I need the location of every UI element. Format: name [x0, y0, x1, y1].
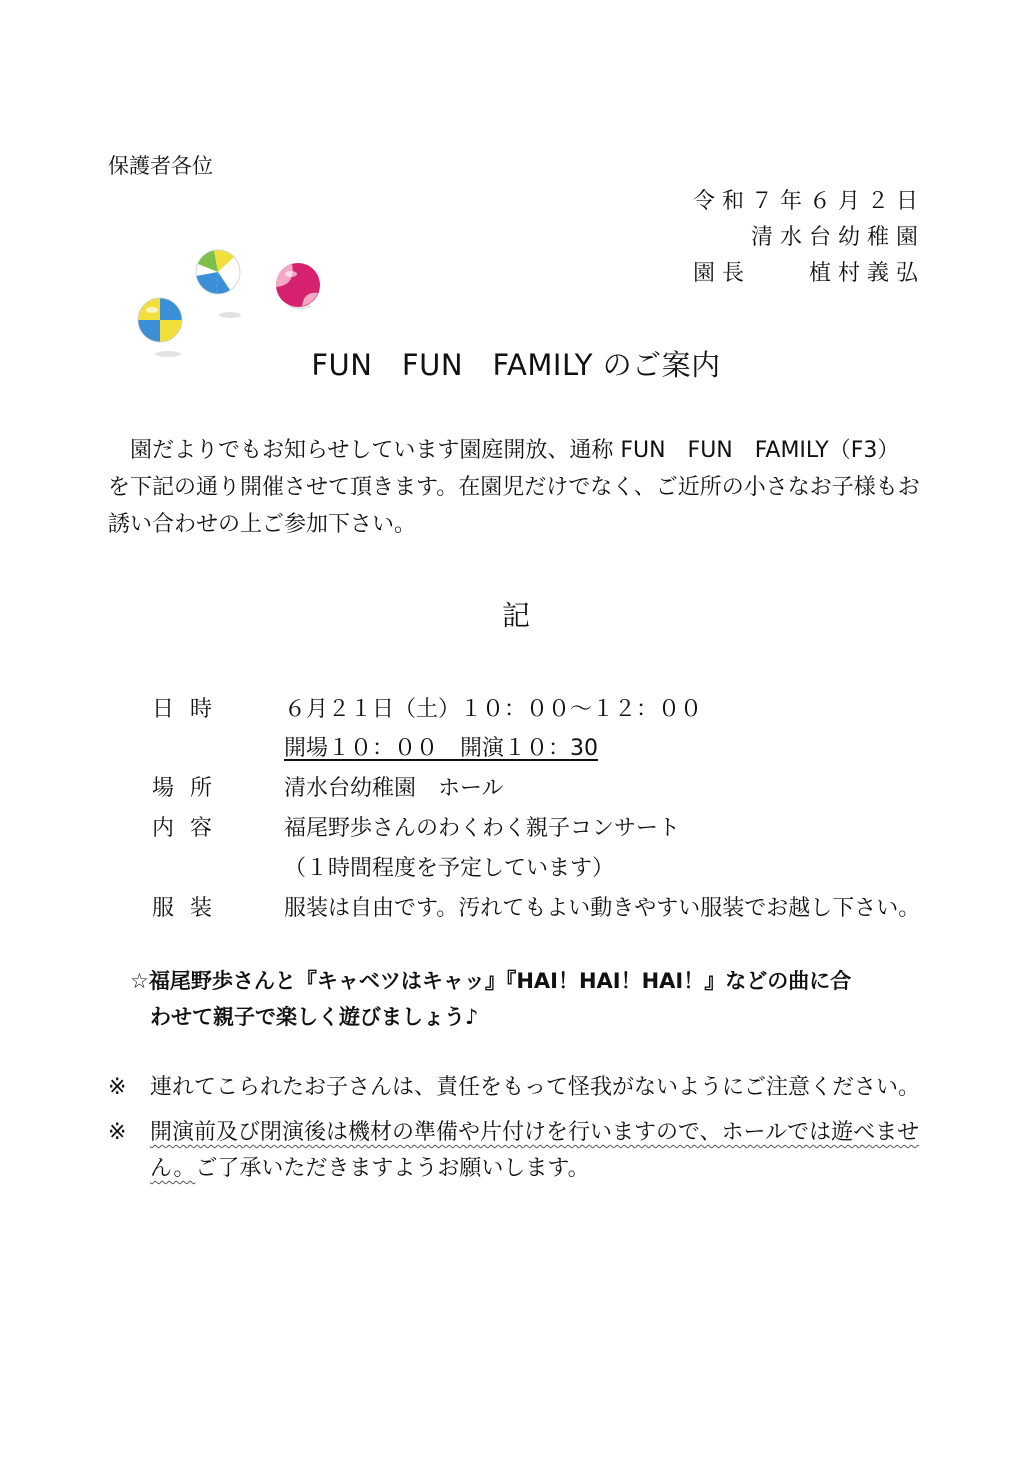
- ki-heading: 記: [501, 599, 530, 632]
- intro-line: 園だよりでもお知らせしています園庭開放、通称 FUN FUN FAMILY（F3）: [108, 438, 900, 463]
- detail-row-content-sub: [152, 854, 614, 884]
- note-2: [108, 1115, 919, 1151]
- note-mark: ※: [108, 1075, 127, 1100]
- yellow-blue-ball: [138, 298, 182, 342]
- detail-row-clothing: [152, 894, 920, 924]
- clothing-value: 服装は自由です。汚れてもよい動きやすい服装でお越し下さい。: [284, 896, 921, 921]
- note-text: ご了承いただきますようお願いします。: [195, 1156, 590, 1181]
- intro-line: 誘い合わせの上ご参加下さい。: [108, 512, 417, 537]
- magenta-ball: [276, 263, 320, 307]
- content-sub-value: （１時間程度を予定しています）: [284, 856, 615, 881]
- note-mark: ※: [108, 1120, 127, 1145]
- note-1: [108, 1070, 920, 1106]
- highlight-line: ☆福尾野歩さんと『キャベツはキャッ』『HAI！HAI！HAI！』などの曲に合: [130, 969, 852, 993]
- intro-line: を下記の通り開催させて頂きます。在園児だけでなく、ご近所の小さなお子様もお: [108, 475, 920, 500]
- intro-paragraph: [108, 432, 928, 543]
- ball-shadow: [219, 312, 241, 318]
- note-text: 開演前及び閉演後は機材の準備や片付けを行いますので、ホールでは遊べませ: [150, 1120, 920, 1145]
- note-2-continued: [108, 1151, 590, 1187]
- detail-row-datetime-sub: [152, 734, 598, 764]
- detail-row-datetime: [152, 695, 702, 725]
- note-text-underlined: ん。: [150, 1156, 196, 1181]
- detail-row-place: [152, 774, 504, 804]
- datetime-value: ６月２１日（土）１０：００～１２：００: [284, 697, 703, 722]
- highlight-message: [130, 963, 851, 1035]
- content-label: 内容: [152, 816, 229, 841]
- content-value: 福尾野歩さんのわくわく親子コンサート: [284, 816, 681, 841]
- clothing-label: 服装: [152, 896, 229, 921]
- datetime-label: 日時: [152, 697, 229, 722]
- note-text: 連れてこられたお子さんは、責任をもって怪我がないようにご注意ください。: [150, 1075, 921, 1100]
- place-value: 清水台幼稚園 ホール: [284, 776, 504, 801]
- addressee: 保護者各位: [108, 154, 213, 178]
- sender-block: [693, 184, 925, 292]
- principal-name: 園長 植村義弘: [692, 261, 925, 286]
- place-label: 場所: [152, 776, 229, 801]
- issue-date: 令和７年６月２日: [692, 189, 925, 214]
- highlight-line: わせて親子で楽しく遊びましょう♪: [150, 1005, 479, 1029]
- datetime-sub-value: 開場１０：００ 開演１０：30: [284, 736, 598, 761]
- blue-yellow-green-ball: [196, 250, 240, 294]
- page-title: FUN FUN FAMILY のご案内: [311, 348, 721, 382]
- detail-row-content: [152, 814, 680, 844]
- organization-name: 清水台幼稚園: [750, 225, 925, 250]
- beach-balls-icon: [132, 240, 332, 360]
